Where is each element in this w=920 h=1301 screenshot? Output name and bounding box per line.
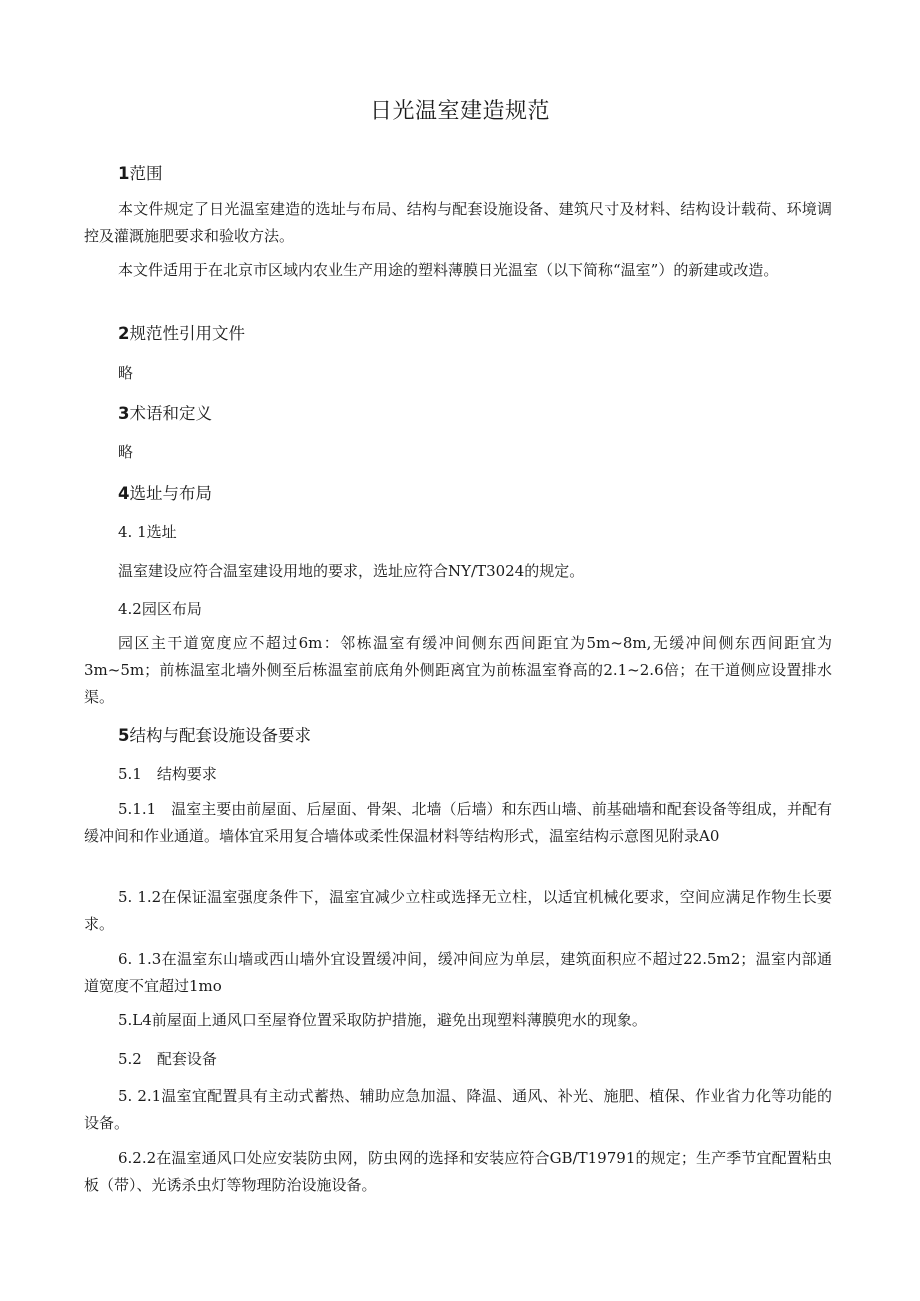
paragraph-5-1-3: 6. 1.3在温室东山墙或西山墙外宜设置缓冲间，缓冲间应为单层，建筑面积应不超过22.5m2；温室内部通道宽度不宜超过1mo <box>84 950 832 995</box>
section-heading-5 <box>118 722 311 746</box>
section-heading-3 <box>118 400 212 424</box>
subsection-heading-4-2: 4.2园区布局 <box>118 600 202 618</box>
paragraph-5-1-2: 5. 1.2在保证温室强度条件下，温室宜减少立柱或选择无立柱，以适宜机械化要求，空间应满足作物生长要求。 <box>84 888 832 933</box>
section-label: 结构与配套设施设备要求 <box>129 726 311 745</box>
section-heading-4 <box>118 480 212 504</box>
subsection-heading-4-1: 4. 1选址 <box>118 523 177 541</box>
paragraph-park-layout: 园区主干道宽度应不超过6m：邻栋温室有缓冲间侧东西间距宜为5m~8m,无缓冲间侧东西间距宜为3m~5m；前栋温室北墙外侧至后栋温室前底角外侧距离宜为前栋温室脊高的2.1~2.6倍；在干道侧应设置排水渠。 <box>84 634 832 706</box>
paragraph-scope-2: 本文件适用于在北京市区域内农业生产用途的塑料薄膜日光温室（以下简称“温室”）的新建或改造。 <box>118 261 779 279</box>
section-label: 范围 <box>129 164 163 183</box>
section-heading-2 <box>118 320 245 344</box>
subsection-heading-5-2: 5.2 配套设备 <box>118 1050 217 1068</box>
paragraph-5-2-2: 6.2.2在温室通风口处应安装防虫网，防虫网的选择和安装应符合GB/T19791的规定；生产季节宜配置粘虫板（带）、光诱杀虫灯等物理防治设施设备。 <box>84 1149 832 1194</box>
section-number: 5 <box>118 726 130 745</box>
subsection-heading-5-1: 5.1 结构要求 <box>118 765 217 783</box>
paragraph-omitted-2: 略 <box>118 443 134 461</box>
section-label: 规范性引用文件 <box>129 324 245 343</box>
section-number: 1 <box>118 164 130 183</box>
paragraph-site-selection: 温室建设应符合温室建设用地的要求，选址应符合NY/T3024的规定。 <box>118 562 585 580</box>
section-heading-1 <box>118 160 162 184</box>
section-label: 术语和定义 <box>129 404 212 423</box>
section-label: 选址与布局 <box>129 484 212 503</box>
section-number: 2 <box>118 324 130 343</box>
paragraph-omitted-1: 略 <box>118 364 134 382</box>
document-title: 日光温室建造规范 <box>369 99 550 124</box>
section-number: 3 <box>118 404 130 423</box>
paragraph-5-1-4: 5.L4前屋面上通风口至屋脊位置采取防护措施，避免出现塑料薄膜兜水的现象。 <box>118 1011 647 1029</box>
paragraph-5-1-1: 5.1.1 温室主要由前屋面、后屋面、骨架、北墙（后墙）和东西山墙、前基础墙和配套设备等组成，并配有缓冲间和作业通道。墙体宜采用复合墙体或柔性保温材料等结构形式，温室结构示意图见附录A0 <box>84 800 832 845</box>
paragraph-scope-1: 本文件规定了日光温室建造的选址与布局、结构与配套设施设备、建筑尺寸及材料、结构设计载荷、环境调控及灌溉施肥要求和验收方法。 <box>84 200 832 245</box>
section-number: 4 <box>118 484 130 503</box>
paragraph-5-2-1: 5. 2.1温室宜配置具有主动式蓄热、辅助应急加温、降温、通风、补光、施肥、植保、作业省力化等功能的设备。 <box>84 1087 832 1132</box>
